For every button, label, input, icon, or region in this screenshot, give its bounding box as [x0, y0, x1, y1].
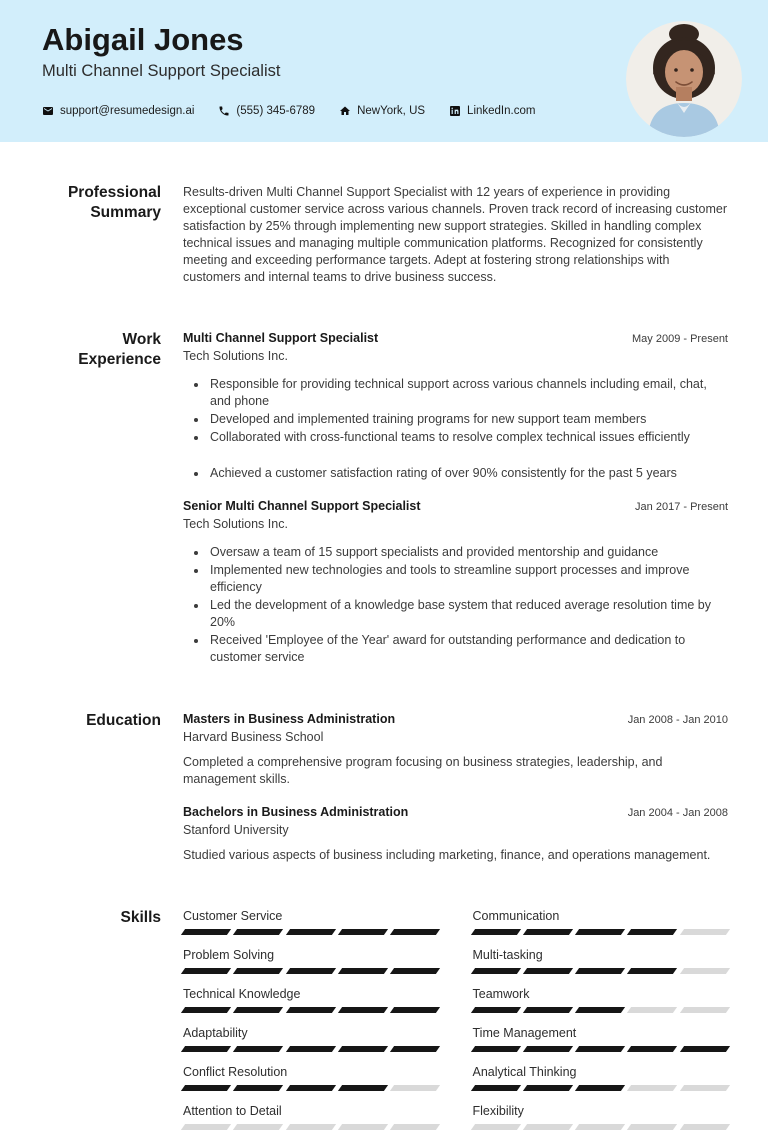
section-summary [0, 183, 768, 286]
skill-segment [181, 968, 231, 974]
skill-row [183, 1025, 439, 1052]
jobs-list [183, 330, 728, 667]
section-education [0, 711, 768, 864]
skill-segment [627, 1124, 677, 1130]
skill-segment [575, 1124, 625, 1130]
skill-row [183, 947, 439, 974]
skills-grid [183, 908, 728, 1142]
job-company: Tech Solutions Inc. [183, 349, 288, 363]
skill-segment [470, 1124, 520, 1130]
job-dates: May 2009 - Present [632, 333, 728, 345]
skill-segment [470, 1046, 520, 1052]
skill-name: Adaptability [183, 1026, 248, 1040]
skill-segment [181, 1046, 231, 1052]
skill-segment [390, 1046, 440, 1052]
skill-segment [390, 1085, 440, 1091]
skill-segment [680, 929, 730, 935]
skill-segment [470, 1007, 520, 1013]
job-company: Tech Solutions Inc. [183, 517, 288, 531]
contact-location[interactable] [339, 105, 425, 117]
skill-segment [575, 1046, 625, 1052]
skill-row [473, 986, 729, 1013]
degree-dates: Jan 2004 - Jan 2008 [627, 807, 728, 819]
degree-title: Masters in Business Administration [183, 712, 396, 726]
skill-bar [473, 1046, 729, 1052]
degree-title: Bachelors in Business Administration [183, 805, 409, 819]
skill-segment [181, 929, 231, 935]
skill-segment [575, 1007, 625, 1013]
job-dates: Jan 2017 - Present [635, 501, 728, 513]
degree-entry [183, 711, 728, 788]
skill-name: Communication [472, 909, 560, 923]
skill-segment [338, 929, 388, 935]
skill-segment [338, 1124, 388, 1130]
skill-name: Customer Service [183, 909, 283, 923]
skill-segment [233, 1046, 283, 1052]
skill-bar [183, 1046, 439, 1052]
skills-column-right [473, 908, 729, 1142]
skill-row [183, 986, 439, 1013]
contact-linkedin[interactable] [449, 105, 535, 117]
job-head [183, 330, 728, 347]
degrees-list [183, 711, 728, 864]
degree-school: Stanford University [183, 823, 289, 837]
section-skills [0, 908, 768, 1142]
skill-segment [285, 1046, 335, 1052]
skill-bar [183, 968, 439, 974]
skill-segment [575, 929, 625, 935]
skill-segment [523, 968, 573, 974]
skill-segment [338, 1085, 388, 1091]
person-job-title: Multi Channel Support Specialist [42, 61, 281, 80]
experience-heading: Work Experience [78, 331, 161, 368]
degree-head [183, 804, 728, 821]
skill-segment [627, 968, 677, 974]
skill-segment [233, 929, 283, 935]
skill-segment [470, 968, 520, 974]
skill-segment [575, 1085, 625, 1091]
bullet-item: • Led the development of a knowledge base system that reduced average resolution time by 20% [208, 597, 728, 631]
skill-bar [183, 929, 439, 935]
skill-bar [183, 1007, 439, 1013]
summary-heading: Professional Summary [67, 184, 161, 221]
skill-segment [627, 1007, 677, 1013]
skill-segment [470, 929, 520, 935]
avatar-photo-illustration [626, 21, 742, 137]
skill-segment [390, 929, 440, 935]
skill-name: Attention to Detail [183, 1104, 282, 1118]
bullet-item: • Received 'Employee of the Year' award for outstanding performance and dedication to customer service [208, 632, 728, 666]
skill-bar [473, 1007, 729, 1013]
skill-bar [183, 1085, 439, 1091]
education-heading: Education [86, 712, 161, 729]
skill-name: Problem Solving [183, 948, 275, 962]
skill-segment [285, 968, 335, 974]
skill-bar [473, 968, 729, 974]
location-icon [339, 105, 351, 117]
job-bullets [183, 376, 728, 482]
skill-segment [680, 1124, 730, 1130]
contact-email[interactable] [42, 105, 194, 117]
avatar [626, 21, 742, 137]
skill-row [183, 908, 439, 935]
degree-entry [183, 804, 728, 864]
skill-segment [680, 1085, 730, 1091]
skills-column-left [183, 908, 439, 1142]
skill-row [473, 1025, 729, 1052]
degree-description: Completed a comprehensive program focusing on business strategies, leadership, and management skills. [183, 755, 663, 786]
skill-name: Conflict Resolution [183, 1065, 288, 1079]
skill-segment [233, 1085, 283, 1091]
skill-segment [285, 1007, 335, 1013]
skill-row [473, 1103, 729, 1130]
summary-text: Results-driven Multi Channel Support Specialist with 12 years of experience in providing exceptional customer service across various channels. Proven track record of increasing customer satisfaction by 25% through implementing new support strategies. Skilled in handling complex technical issues and managing multiple communication platforms. Recognized for consistently meeting and exceeding performance targets. Adept at fostering strong relationships with customers and internal teams to drive business success. [183, 185, 727, 284]
contact-phone[interactable] [218, 105, 315, 117]
skill-segment [338, 1007, 388, 1013]
skill-segment [523, 1124, 573, 1130]
resume-header [0, 0, 768, 142]
contact-text: NewYork, US [357, 104, 426, 117]
phone-icon [218, 105, 230, 117]
bullet-item: • Responsible for providing technical support across various channels including email, chat, and phone [208, 376, 728, 410]
skill-segment [523, 929, 573, 935]
degree-description: Studied various aspects of business including marketing, finance, and operations management. [183, 848, 711, 862]
bullet-item: • Oversaw a team of 15 support specialists and provided mentorship and guidance [208, 544, 728, 561]
bullet-item: • Developed and implemented training programs for new support team members [208, 411, 728, 428]
contact-text: LinkedIn.com [467, 104, 536, 117]
bullet-item: • Collaborated with cross-functional teams to resolve complex technical issues efficiently [208, 429, 728, 446]
skill-bar [473, 1085, 729, 1091]
bullet-item: • Implemented new technologies and tools to streamline support processes and improve efficiency [208, 562, 728, 596]
skill-segment [523, 1085, 573, 1091]
skill-segment [390, 1007, 440, 1013]
skill-name: Time Management [472, 1026, 577, 1040]
job-title: Senior Multi Channel Support Specialist [183, 499, 421, 513]
person-name: Abigail Jones [42, 22, 244, 57]
skill-segment [680, 1007, 730, 1013]
section-experience [0, 330, 768, 667]
skill-segment [338, 968, 388, 974]
contact-text: (555) 345-6789 [236, 104, 316, 117]
skill-row [183, 1103, 439, 1130]
skill-segment [285, 929, 335, 935]
skill-segment [627, 1046, 677, 1052]
skill-segment [233, 1007, 283, 1013]
contact-text: support@resumedesign.ai [60, 104, 195, 117]
linkedin-icon [449, 105, 461, 117]
job-title: Multi Channel Support Specialist [183, 331, 379, 345]
skill-segment [285, 1124, 335, 1130]
skill-segment [470, 1085, 520, 1091]
skill-bar [473, 1124, 729, 1130]
job-entry [183, 330, 728, 482]
job-entry [183, 498, 728, 666]
job-bullets [183, 544, 728, 666]
skill-name: Analytical Thinking [472, 1065, 577, 1079]
skill-segment [390, 1124, 440, 1130]
contact-row [42, 105, 535, 117]
skill-bar [473, 929, 729, 935]
skill-segment [523, 1007, 573, 1013]
bullet-item: • Achieved a customer satisfaction rating of over 90% consistently for the past 5 years [208, 465, 728, 482]
degree-school: Harvard Business School [183, 730, 324, 744]
skill-segment [627, 1085, 677, 1091]
skill-name: Flexibility [472, 1104, 524, 1118]
skill-segment [285, 1085, 335, 1091]
skill-row [473, 947, 729, 974]
skill-name: Teamwork [472, 987, 530, 1001]
degree-dates: Jan 2008 - Jan 2010 [627, 714, 728, 726]
job-head [183, 498, 728, 515]
skill-segment [181, 1124, 231, 1130]
degree-head [183, 711, 728, 728]
skill-segment [338, 1046, 388, 1052]
skill-segment [181, 1007, 231, 1013]
skill-row [473, 908, 729, 935]
skill-segment [680, 1046, 730, 1052]
skill-segment [181, 1085, 231, 1091]
skill-segment [627, 929, 677, 935]
header-text-block [42, 24, 535, 117]
email-icon [42, 105, 54, 117]
skill-bar [183, 1124, 439, 1130]
skill-name: Multi-tasking [472, 948, 543, 962]
skill-segment [523, 1046, 573, 1052]
skill-segment [575, 968, 625, 974]
skill-segment [680, 968, 730, 974]
skill-segment [233, 1124, 283, 1130]
skill-segment [233, 968, 283, 974]
skill-name: Technical Knowledge [183, 987, 301, 1001]
skills-heading: Skills [120, 909, 161, 926]
resume-body [0, 183, 768, 1142]
skill-segment [390, 968, 440, 974]
